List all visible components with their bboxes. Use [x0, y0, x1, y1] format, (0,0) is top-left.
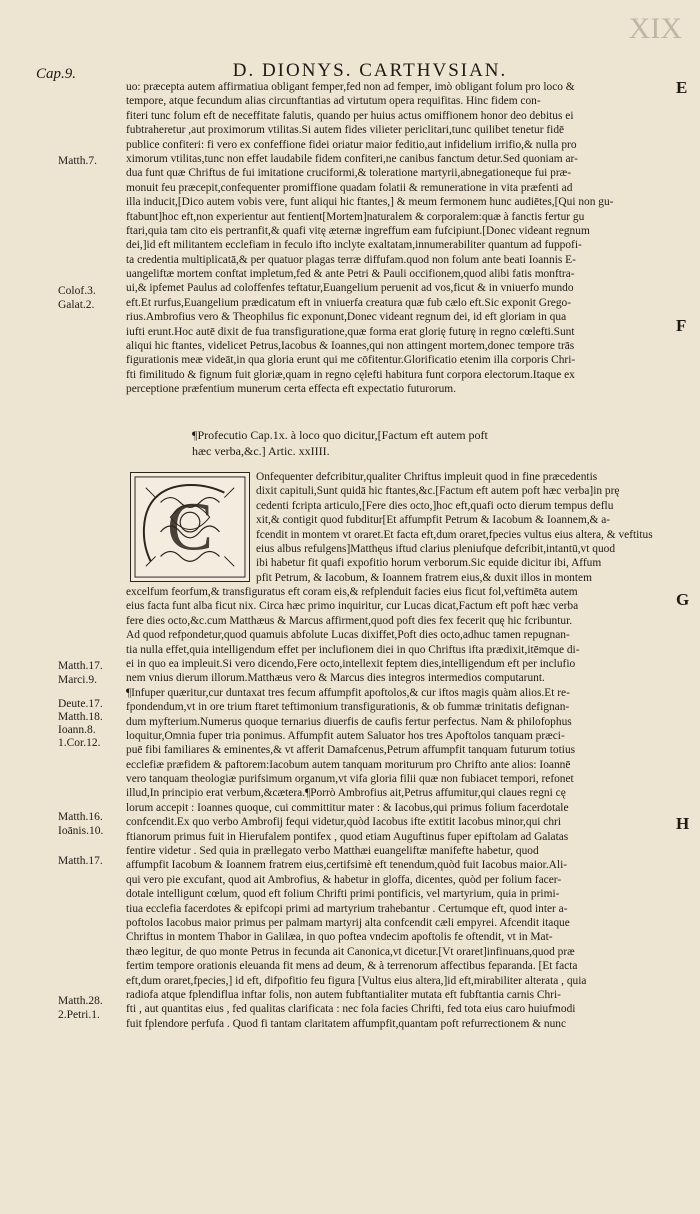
margin-note: Matth.18.	[58, 711, 103, 723]
text-line: rius.Ambrofius vero & Theophilus fic exponunt,Donec videant regnum dei, id eft gloriam in qua	[126, 311, 567, 324]
text-line: excelfum feorfum,& transfiguratus eft coram eis,& refplenduit facies eius ficut fol,veftimēta autem	[126, 586, 578, 598]
ornamental-initial-art	[131, 473, 249, 581]
text-line: xit,& contigit quod fubditur[Et affumpfit Petrum & Iacobum & Ioannem,& a-	[256, 514, 611, 527]
margin-note: Matth.17.	[58, 855, 103, 867]
text-line: ftabunt]hoc eft,non experientur aut fentient[Mortem]naturalem & corporalem:quæ à fanctis fertur gu	[126, 210, 585, 223]
text-line: qui vero pie excufant, quod ait Ambrofius, & habetur in gloffa, dicentes, quòd per folium facer-	[126, 873, 562, 886]
text-line: ¶Infuper quæritur,cur duntaxat tres fecum affumpfit apoftolos,& cur iftos magis quàm alios.Et re-	[126, 686, 570, 699]
margin-note: 1.Cor.12.	[58, 737, 101, 749]
text-line: Onfequenter defcribitur,qualiter Chriftus impleuit quod in fine præcedentis	[256, 471, 598, 483]
text-line: dum myfterium.Numerus quoque ternarius diuerfis de caufis fertur perfectus. Nam & philofophus	[126, 715, 572, 728]
text-line: Ad quod refpondetur,quod quamuis abfolute Lucas dixiffet,Poft dies octo,adhuc tamen repugnan-	[126, 629, 570, 642]
text-line: nem vnius dierum illorum.Matthæus vero & Marcus dies integros intermedios computarunt.	[126, 672, 545, 685]
margin-note: Ioānis.10.	[58, 825, 104, 837]
text-line: figurationis meæ videāt,in qua gloria erunt qui me cōfitentur.Glorificatio etenim illa corporis Chri-	[126, 354, 576, 367]
text-line: thæo legitur, de quo monte Petrus in fecunda ait Canonica,vt dicetur.[Vt oraret]infinuans,quod præ	[126, 945, 575, 958]
text-line: lorum accepit : Ioannes quoque, cui committitur mater : & Iacobus,qui primus folium facerdotale	[126, 801, 569, 814]
text-line: dei,]id eft militantem ecclefiam in feculo ifto inclyte exaltatam,innumerabiliter quantum ad fuppofi-	[126, 239, 582, 252]
text-line: ibi habetur fit quafi expofitio horum verborum.Sic equide dicitur ibi, Affum	[256, 557, 602, 570]
margin-note: Marci.9.	[58, 674, 97, 686]
text-line: dixit capituli,Sunt quidā hic ftantes,&c.[Factum eft autem poft hæc verba]in prę	[256, 485, 620, 498]
margin-note: Galat.2.	[58, 299, 95, 311]
page-title: D. DIONYS. CARTHVSIAN.	[232, 60, 508, 81]
text-line: vero tanquam theologiæ purifsimum organum,vt vifa gloria filii quæ non fubiacet tempori, refonet	[126, 773, 574, 786]
text-line: iufti erunt.Hoc autē dixit de fua transfiguratione,quæ forma erat glorię futurę in regno cœlefti.Sunt	[126, 325, 575, 338]
section-letter-g: G	[676, 590, 690, 609]
text-line: fertim tempore orationis eleuanda fit mens ad deum, & à terrenorum affectibus feparanda. [Et facta	[126, 960, 578, 973]
text-line: ui,& ipfemet Paulus ad coloffenfes teftatur,Euangelium peruenit ad vos,ficut & in vniuerfo mundo	[126, 282, 574, 295]
text-line: ximorum vtilitas,tunc non effet laudabile fidem confiteri,ne canibus fanctum detur.Sed quoniam ar-	[126, 152, 578, 165]
text-line: dotale intelligunt cœlum, quod eft folium Chrifti primi pontificis, vel martyrium, quia in primi-	[126, 888, 560, 901]
text-line: eft,dum oraret,fpecies,] id eft, difpofitio feu figura [Vultus eius altera,]id eft,mirabiliter alterata , quia	[126, 974, 587, 987]
text-line: fti fimilitudo & fignum fuit gloriæ,quam in regno cęlefti habitura funt corpora electorum.Itaque ex	[126, 368, 575, 381]
text-line: dua funt quæ Chriftus de fui imitatione cruciformi,& toleratione martyrii,abnegationeque fui præ-	[126, 167, 572, 180]
text-line: Chriftus in montem Thabor in Galilæa, in quo poftea vndecim apoftolis fe oftendit, vt in Mat-	[126, 931, 553, 944]
text-line: pfit Petrum, & Iacobum, & Ioannem fratrem eius,& duxit illos in montem	[256, 571, 592, 584]
margin-note: Ioann.8.	[58, 724, 96, 736]
text-line: monuit feu præcepit,confequenter promiffione quadam folatii & remuneratione in vita præfenti ad	[126, 181, 573, 194]
text-line: fti , aut quantitas eius , fed qualitas clarificata : nec fola facies Chrifti, fed tota eius caro huiufmodi	[126, 1003, 576, 1016]
text-line: fiteri tunc folum eft de neceffitate falutis, quando per huius actus omiffionem honor deo debitus ei	[126, 109, 574, 122]
ornamental-initial	[130, 472, 250, 582]
text-line: eft.Et rurfus,Euangelium prædicatum eft in vniuerfa creatura quæ fub cælo eft.Sic exponit Grego-	[126, 296, 572, 309]
text-line: fpondendum,vt in ore trium ftaret teftimonium transfigurationis, & ob fummæ trinitatis defignan-	[126, 701, 570, 714]
margin-note: Matth.7.	[58, 155, 97, 167]
section-heading	[192, 428, 632, 459]
section-letter-e: E	[676, 78, 688, 97]
text-line: fuit fplendore perfufa . Quod fi tantam claritatem affumpfit,quantam poft refurrectionem & nunc	[126, 1017, 567, 1030]
text-line: cedenti fcripta articulo,[Fere dies octo,]hoc eft,quafi octo dierum tempus deflu	[256, 499, 614, 512]
section-letter-f: F	[676, 316, 687, 335]
text-line: fentire videtur . Sed quia in prællegato verbo Matthæi euangeliftæ manifefte habetur, quod	[126, 845, 539, 858]
text-line: eius facta funt alba ficut nix. Circa hæc primo inquiritur, cur Lucas dicat,Factum eft poft hæc verba	[126, 600, 579, 613]
text-line: ei in quo ea impleuit.Si vero dicendo,Fere octo,intellexit feptem dies,intelligendum eft per inclufio	[126, 657, 576, 670]
body-text-top	[126, 80, 668, 397]
text-line: loquitur,Omnia fuper tria ponimus. Affumpfit autem Saluator hos tres Apoftolos tanquam præci-	[126, 729, 565, 742]
text-line: illa inducit,[Dico autem vobis vere, funt aliqui hic ftantes,] & meum fermonem hunc audiētes,[Qui non gu-	[126, 196, 614, 209]
section-heading-line: hæc verba,&c.] Artic. xxIIII.	[192, 443, 330, 458]
text-line: aliqui hic ftantes, videlicet Petrus,Iacobus & Ioannes,qui non attingent mortem,donec tempore trās	[126, 340, 575, 353]
margin-note: Matth.17.	[58, 660, 103, 672]
text-line: fubtraheretur ,aut proximorum vtilitas.Si autem fides vilieter periclitari,tunc quilibet tenetur fidē	[126, 124, 565, 137]
text-line: ta credentia multiplicatā,& per quatuor plagas terræ diffufam.quod non folum ante beati Ioannis E-	[126, 253, 576, 266]
section-letter-h: H	[676, 814, 690, 833]
chapter-marker: Cap.9.	[36, 66, 77, 82]
text-line: tia nulla effet,quia intelligendum effet per inclufionem diei in quo Chriftus ifta prædixit,itēmque di-	[126, 643, 580, 656]
text-line: tiua ecclefia facerdotes & epifcopi primi ad martyrium trahebantur . Certumque eft, quod inter a-	[126, 902, 568, 915]
margin-note: Colof.3.	[58, 285, 96, 297]
margin-note: Deute.17.	[58, 698, 103, 710]
text-line: uangeliftæ mortem conftat impletum,fed & ante Petri & Pauli occifionem,quod alibi fatis monftra-	[126, 268, 575, 281]
text-line: ftari,quia tam cito eis pertranfit,& quafi vitę æternæ ingreffum eam fufcipiunt.[Donec videant regnum	[126, 224, 590, 237]
text-line: eius albus refulgens]Matthęus iftud clarius pleniufque defcribit,intantū,vt quod	[256, 542, 616, 555]
text-line: perceptione præfentium munerum certa effecta eft expectatio futurorum.	[126, 383, 456, 396]
text-line: poftolos Iacobus maior primus per palmam martyrij alta confcendit cæli empyrei. Afcendit itaque	[126, 916, 570, 929]
text-line: puē fibi familiares & eminentes,& vt afferit Damafcenus,Petrum affumpfit tanquam futurum totius	[126, 744, 576, 757]
margin-note: 2.Petri.1.	[58, 1009, 100, 1021]
initial-letter: C	[167, 488, 213, 565]
margin-note: Matth.28.	[58, 995, 103, 1007]
text-line: affumpfit Iacobum & Ioannem fratrem eius,certifsimè eft tenendum,quòd fuit Iacobus maior.Ali-	[126, 859, 568, 872]
section-heading-line: ¶Profecutio Cap.1x. à loco quo dicitur,[Factum eft autem poft	[192, 428, 488, 442]
margin-note: Matth.16.	[58, 811, 103, 823]
body-text-bottom	[126, 585, 668, 1031]
text-line: publice confiteri: fi vero ex confeffione fidei oriatur maior feditio,aut infidelium irrifio,& nulla pro	[126, 138, 577, 151]
text-line: confcendit.Ex quo verbo Ambrofij fequi videtur,quòd Iacobus ifte extitit Iacobus minor,qui chri	[126, 816, 561, 829]
text-line: illud,In principio erat verbum,&cætera.¶Porrò Ambrofius ait,Petrus affumitur,qui claues regni cę	[126, 787, 566, 800]
text-line: fere dies octo,&c.cum Matthæus & Marcus affirment,quod poft dies fex fecerit quę hic fcribuntur.	[126, 614, 573, 627]
text-line: uo: præcepta autem affirmatiua obligant femper,fed non ad femper, imò obligant folum pro loco &	[126, 81, 575, 93]
text-line: tempore, atque fecundum alias circunftantias ad virtutum opera requifitas. Hinc fidem con-	[126, 95, 541, 108]
text-line: ftianorum primus fuit in Hierufalem pontifex , quod etiam Auguftinus fuper epiftolam ad Galatas	[126, 830, 569, 843]
text-line: ecclefiæ præfidem & paftorem:Iacobum autem tanquam moriturum pro Chrifto ante alios: Ioannē	[126, 758, 571, 771]
text-line: fcendit in montem vt oraret.Et facta eft,dum oraret,fpecies vultus eius altera, & veftitus	[256, 528, 653, 541]
text-line: radiofa atque fplendiflua inftar folis, non autem fubftantialiter mutata eft fubftantia carnis Chri-	[126, 988, 561, 1001]
folio-number: XIX	[628, 12, 682, 45]
dropcap-paragraph	[256, 470, 668, 585]
